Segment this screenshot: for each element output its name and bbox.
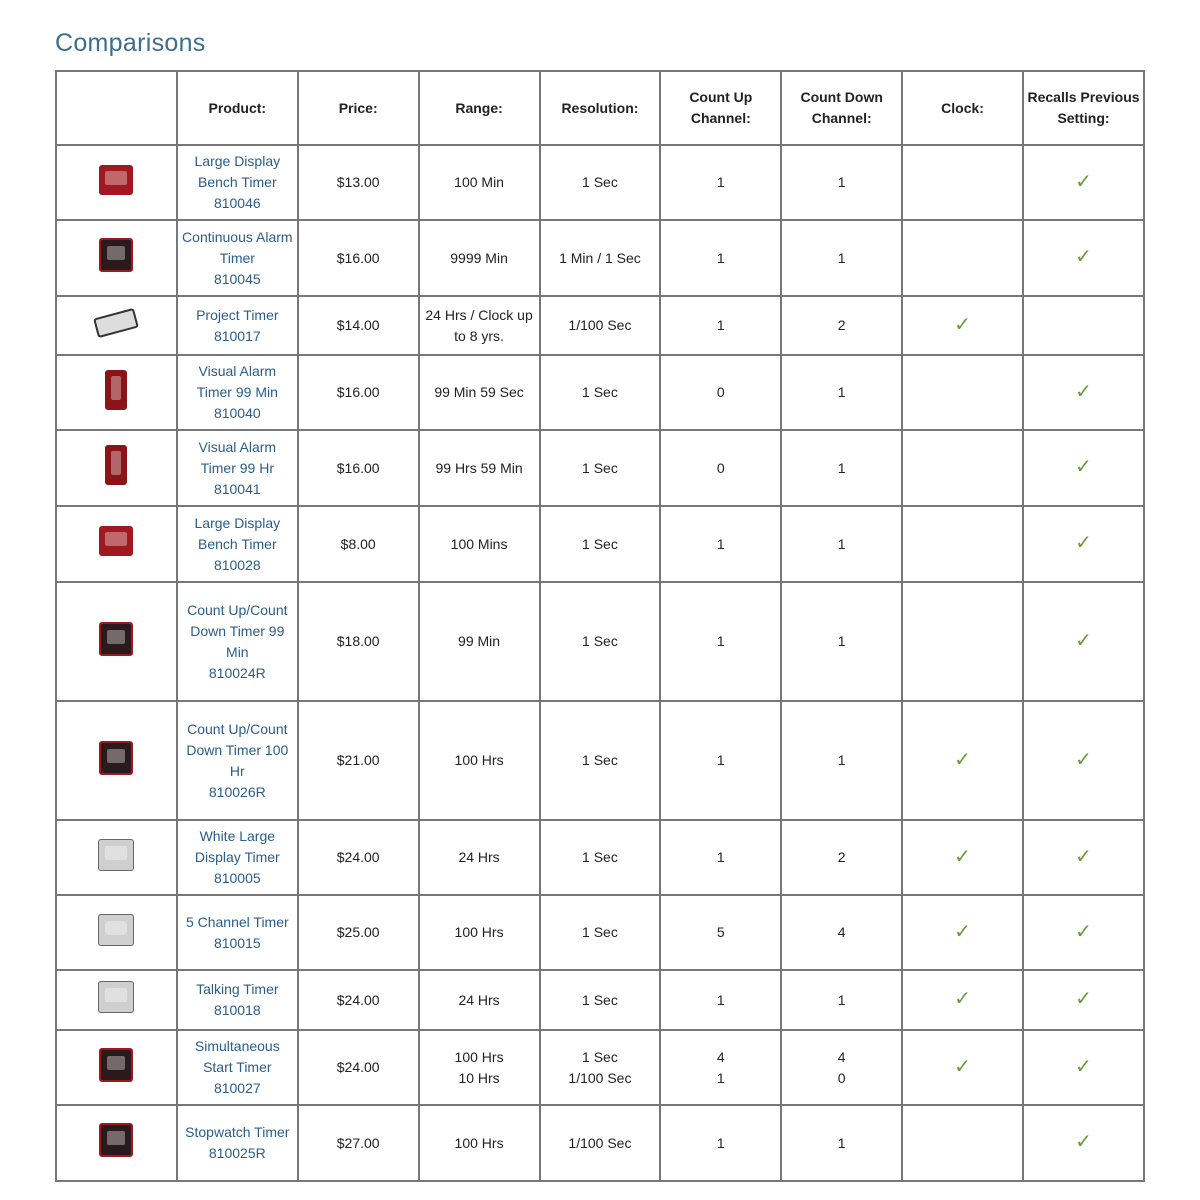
resolution-cell (540, 220, 661, 296)
resolution-value: 1/100 Sec (568, 1134, 632, 1151)
checkmark-icon: ✓ (1075, 1055, 1092, 1078)
count-down-value: 1 (837, 991, 846, 1008)
table-row (56, 1105, 1144, 1181)
product-image[interactable] (99, 238, 133, 272)
column-header-resolution: Resolution: (540, 71, 661, 145)
count-down-cell (781, 1105, 902, 1181)
table-row (56, 355, 1144, 430)
range-value: 100 Hrs (454, 1134, 504, 1151)
checkmark-icon: ✓ (954, 1055, 971, 1078)
count-up-value: 1 (716, 849, 725, 865)
checkmark-icon: ✓ (1075, 845, 1092, 868)
count-up-value: 1 (716, 991, 725, 1008)
range-value: 100 Mins (450, 535, 508, 552)
resolution-cell (540, 355, 661, 430)
count-up-value: 1 (716, 1134, 725, 1151)
checkmark-icon: ✓ (1075, 532, 1092, 554)
checkmark-icon: ✓ (1075, 170, 1092, 193)
product-image[interactable] (98, 914, 134, 946)
product-image[interactable] (98, 981, 134, 1013)
count-up-cell (660, 355, 781, 430)
count-down-value: 0 (837, 1069, 846, 1086)
count-down-value: 1 (837, 1134, 846, 1151)
product-sku-link[interactable]: 810028 (213, 556, 261, 573)
product-sku-link[interactable]: 810026R (208, 783, 266, 800)
product-image-cell (56, 895, 177, 970)
product-image-cell (56, 220, 177, 296)
count-down-value: 1 (837, 633, 846, 649)
count-down-cell (781, 582, 902, 701)
range-cell (419, 1105, 540, 1181)
count-up-cell (660, 701, 781, 820)
clock-cell (902, 430, 1023, 506)
price-cell: $13.00 (298, 145, 419, 220)
resolution-value: 1/100 Sec (568, 317, 632, 333)
count-up-value: 4 (716, 1048, 725, 1065)
range-value: 100 Min (454, 174, 504, 190)
product-cell (177, 1030, 298, 1105)
clock-cell (902, 895, 1023, 970)
count-up-value: 0 (716, 384, 725, 400)
recalls-cell (1023, 1105, 1144, 1181)
count-up-cell (660, 970, 781, 1030)
product-image[interactable] (99, 622, 133, 656)
resolution-cell (540, 145, 661, 220)
count-down-cell (781, 970, 902, 1030)
checkmark-icon: ✓ (1075, 1131, 1092, 1153)
checkmark-icon: ✓ (954, 748, 971, 771)
checkmark-icon: ✓ (1075, 920, 1092, 943)
recalls-cell (1023, 296, 1144, 355)
product-image[interactable] (105, 370, 127, 410)
clock-cell (902, 355, 1023, 430)
range-cell (419, 701, 540, 820)
range-value: 24 Hrs (458, 991, 500, 1008)
range-value: 9999 Min (450, 249, 508, 266)
resolution-cell (540, 506, 661, 582)
product-name-link[interactable]: Visual Alarm Timer 99 Min (196, 363, 278, 400)
count-down-value: 2 (837, 849, 846, 865)
count-down-cell (781, 220, 902, 296)
count-down-value: 2 (837, 317, 846, 333)
resolution-cell (540, 970, 661, 1030)
count-down-value: 4 (837, 1048, 846, 1065)
clock-cell (902, 145, 1023, 220)
range-value: 99 Min (458, 633, 501, 649)
product-image-cell (56, 820, 177, 895)
resolution-value: 1 Min / 1 Sec (559, 249, 641, 266)
price-cell: $16.00 (298, 430, 419, 506)
product-name-link[interactable]: White Large Display Timer (194, 828, 280, 865)
price-cell: $14.00 (298, 296, 419, 355)
range-value: 99 Min 59 Sec (434, 384, 524, 400)
count-up-cell (660, 820, 781, 895)
product-image-cell (56, 430, 177, 506)
range-cell (419, 820, 540, 895)
resolution-value: 1 Sec (582, 991, 618, 1008)
range-cell (419, 430, 540, 506)
product-image[interactable] (99, 741, 133, 775)
resolution-cell (540, 1030, 661, 1105)
product-cell (177, 895, 298, 970)
range-value: 24 Hrs (458, 849, 500, 865)
recalls-cell (1023, 506, 1144, 582)
clock-cell (902, 701, 1023, 820)
count-up-cell (660, 1030, 781, 1105)
range-value: 24 Hrs / Clock up to 8 yrs. (425, 306, 533, 344)
product-image[interactable] (99, 1123, 133, 1157)
price-cell: $24.00 (298, 820, 419, 895)
count-down-cell (781, 506, 902, 582)
recalls-cell (1023, 701, 1144, 820)
resolution-cell (540, 582, 661, 701)
column-header-count-down-channel: Count Down Channel: (781, 71, 902, 145)
recalls-cell (1023, 970, 1144, 1030)
count-up-value: 0 (716, 459, 725, 476)
price-cell: $24.00 (298, 970, 419, 1030)
range-cell (419, 296, 540, 355)
comparison-table (55, 70, 1145, 1182)
table-row (56, 296, 1144, 355)
product-name-link[interactable]: Continuous Alarm Timer (182, 228, 293, 266)
checkmark-icon: ✓ (1075, 456, 1092, 478)
count-up-cell (660, 506, 781, 582)
table-row (56, 430, 1144, 506)
count-up-value: 1 (716, 174, 725, 190)
table-row (56, 701, 1144, 820)
checkmark-icon: ✓ (954, 920, 971, 943)
product-sku-link[interactable]: 810046 (213, 195, 261, 211)
count-down-value: 1 (837, 174, 846, 190)
product-cell (177, 582, 298, 701)
count-down-cell (781, 355, 902, 430)
range-cell (419, 1030, 540, 1105)
column-header-range: Range: (419, 71, 540, 145)
resolution-cell (540, 895, 661, 970)
recalls-cell (1023, 220, 1144, 296)
table-row (56, 1030, 1144, 1105)
count-up-cell (660, 296, 781, 355)
range-value: 100 Hrs (454, 752, 504, 768)
product-image-cell (56, 355, 177, 430)
column-header-recalls-previous-setting: Recalls Previous Setting: (1023, 71, 1144, 145)
count-down-cell (781, 430, 902, 506)
product-name-link[interactable]: Count Up/Count Down Timer 99 Min (187, 601, 288, 660)
product-image[interactable] (99, 165, 133, 195)
product-cell (177, 296, 298, 355)
recalls-cell (1023, 582, 1144, 701)
resolution-value: 1 Sec (582, 633, 618, 649)
checkmark-icon: ✓ (1075, 380, 1092, 403)
range-value: 100 Hrs (454, 1048, 504, 1065)
resolution-value: 1/100 Sec (568, 1069, 632, 1086)
product-cell (177, 701, 298, 820)
resolution-value: 1 Sec (582, 849, 618, 865)
recalls-cell (1023, 430, 1144, 506)
count-down-cell (781, 296, 902, 355)
resolution-value: 1 Sec (582, 752, 618, 768)
recalls-cell (1023, 895, 1144, 970)
recalls-cell (1023, 145, 1144, 220)
count-up-cell (660, 145, 781, 220)
product-sku-link[interactable]: 810041 (213, 480, 261, 497)
product-sku-link[interactable]: 810025R (208, 1145, 266, 1161)
resolution-value: 1 Sec (582, 535, 618, 552)
count-up-cell (660, 895, 781, 970)
product-cell (177, 220, 298, 296)
product-name-link[interactable]: Project Timer (196, 306, 279, 323)
range-cell (419, 220, 540, 296)
resolution-cell (540, 1105, 661, 1181)
count-up-value: 1 (716, 633, 725, 649)
recalls-cell (1023, 355, 1144, 430)
count-down-cell (781, 895, 902, 970)
product-cell (177, 355, 298, 430)
product-cell (177, 820, 298, 895)
count-up-value: 1 (716, 752, 725, 768)
range-cell (419, 895, 540, 970)
product-sku-link[interactable]: 810015 (213, 934, 261, 951)
count-down-value: 1 (837, 384, 846, 400)
count-up-value: 1 (716, 249, 725, 266)
count-up-cell (660, 582, 781, 701)
price-cell: $24.00 (298, 1030, 419, 1105)
clock-cell (902, 1105, 1023, 1181)
product-image-cell (56, 1030, 177, 1105)
table-row (56, 506, 1144, 582)
product-sku-link[interactable]: 810005 (213, 870, 261, 886)
product-image-cell (56, 970, 177, 1030)
count-down-value: 1 (837, 459, 846, 476)
range-value: 100 Hrs (454, 924, 504, 940)
price-cell: $27.00 (298, 1105, 419, 1181)
resolution-value: 1 Sec (582, 1048, 618, 1065)
range-value: 99 Hrs 59 Min (435, 459, 523, 476)
product-image-cell (56, 701, 177, 820)
clock-cell (902, 820, 1023, 895)
product-name-link[interactable]: 5 Channel Timer (185, 913, 289, 930)
clock-cell (902, 506, 1023, 582)
price-cell: $16.00 (298, 355, 419, 430)
range-cell (419, 506, 540, 582)
count-down-value: 1 (837, 249, 846, 266)
checkmark-icon: ✓ (954, 845, 971, 868)
product-image-cell (56, 582, 177, 701)
count-up-cell (660, 430, 781, 506)
table-row (56, 820, 1144, 895)
recalls-cell (1023, 1030, 1144, 1105)
product-cell (177, 430, 298, 506)
column-header-clock: Clock: (902, 71, 1023, 145)
resolution-cell (540, 701, 661, 820)
column-header-price: Price: (298, 71, 419, 145)
count-up-value: 1 (716, 535, 725, 552)
product-sku-link[interactable]: 810045 (213, 270, 261, 287)
resolution-cell (540, 430, 661, 506)
clock-cell (902, 970, 1023, 1030)
price-cell: $21.00 (298, 701, 419, 820)
product-sku-link[interactable]: 810040 (213, 405, 261, 421)
table-header-row (56, 71, 1144, 145)
resolution-value: 1 Sec (582, 459, 618, 476)
price-cell: $18.00 (298, 582, 419, 701)
product-image[interactable] (99, 1048, 133, 1082)
checkmark-icon: ✓ (1075, 629, 1092, 652)
table-row (56, 582, 1144, 701)
count-down-value: 4 (837, 924, 846, 940)
count-up-value: 5 (716, 924, 725, 940)
count-down-value: 1 (837, 535, 846, 552)
product-name-link[interactable]: Large Display Bench Timer (194, 153, 281, 190)
product-image-cell (56, 145, 177, 220)
product-name-link[interactable]: Count Up/Count Down Timer 100 Hr (186, 720, 289, 779)
product-sku-link[interactable]: 810027 (213, 1080, 261, 1096)
column-header-image (56, 71, 177, 145)
product-image-cell (56, 296, 177, 355)
range-cell (419, 970, 540, 1030)
clock-cell (902, 582, 1023, 701)
checkmark-icon: ✓ (1075, 246, 1092, 268)
count-down-cell (781, 701, 902, 820)
product-name-link[interactable]: Visual Alarm Timer 99 Hr (198, 438, 277, 476)
table-row (56, 145, 1144, 220)
product-name-link[interactable]: Stopwatch Timer (185, 1124, 290, 1140)
count-up-value: 1 (716, 317, 725, 333)
price-cell: $25.00 (298, 895, 419, 970)
product-cell (177, 145, 298, 220)
product-image[interactable] (99, 526, 133, 556)
resolution-value: 1 Sec (582, 384, 618, 400)
checkmark-icon: ✓ (954, 313, 971, 336)
table-row (56, 895, 1144, 970)
recalls-cell (1023, 820, 1144, 895)
product-sku-link[interactable]: 810017 (213, 327, 261, 344)
resolution-cell (540, 296, 661, 355)
range-value: 10 Hrs (458, 1069, 500, 1086)
resolution-cell (540, 820, 661, 895)
checkmark-icon: ✓ (1075, 748, 1092, 771)
product-name-link[interactable]: Talking Timer (196, 981, 279, 997)
table-row (56, 970, 1144, 1030)
range-cell (419, 145, 540, 220)
product-image[interactable] (98, 839, 134, 871)
checkmark-icon: ✓ (1075, 988, 1092, 1010)
product-sku-link[interactable]: 810024R (208, 664, 266, 681)
count-down-cell (781, 145, 902, 220)
product-name-link[interactable]: Simultaneous Start Timer (194, 1038, 280, 1075)
count-up-cell (660, 1105, 781, 1181)
price-cell: $16.00 (298, 220, 419, 296)
product-name-link[interactable]: Large Display Bench Timer (194, 514, 281, 552)
checkmark-icon: ✓ (954, 988, 971, 1010)
clock-cell (902, 220, 1023, 296)
product-cell (177, 506, 298, 582)
product-image[interactable] (105, 445, 127, 485)
product-image-cell (56, 1105, 177, 1181)
product-cell (177, 1105, 298, 1181)
count-up-value: 1 (716, 1069, 725, 1086)
count-up-cell (660, 220, 781, 296)
product-image-cell (56, 506, 177, 582)
product-sku-link[interactable]: 810018 (213, 1002, 261, 1018)
table-row (56, 220, 1144, 296)
product-image[interactable] (94, 307, 140, 337)
column-header-count-up-channel: Count Up Channel: (660, 71, 781, 145)
count-down-cell (781, 820, 902, 895)
count-down-value: 1 (837, 752, 846, 768)
price-cell: $8.00 (298, 506, 419, 582)
clock-cell (902, 1030, 1023, 1105)
range-cell (419, 582, 540, 701)
product-cell (177, 970, 298, 1030)
clock-cell (902, 296, 1023, 355)
range-cell (419, 355, 540, 430)
page-title: Comparisons (55, 28, 206, 57)
resolution-value: 1 Sec (582, 924, 618, 940)
column-header-product: Product: (177, 71, 298, 145)
count-down-cell (781, 1030, 902, 1105)
resolution-value: 1 Sec (582, 174, 618, 190)
